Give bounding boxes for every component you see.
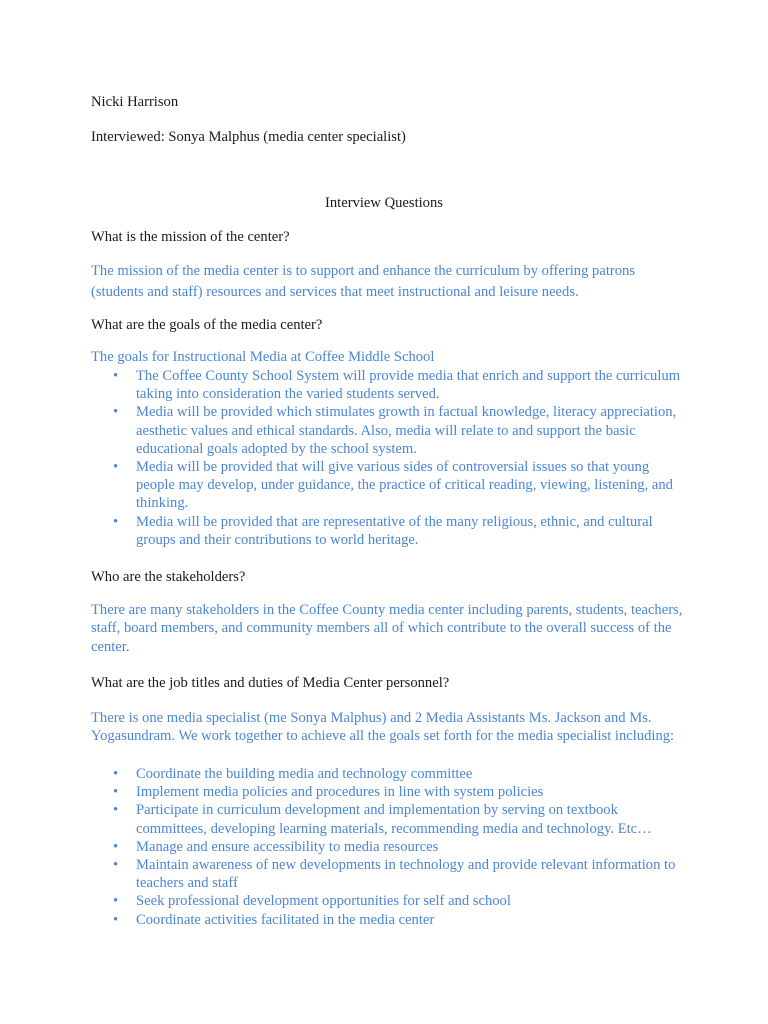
bullet-icon: • — [113, 368, 119, 384]
list-item — [91, 403, 691, 458]
goals-list — [91, 367, 691, 549]
bullet-icon: • — [113, 857, 119, 874]
list-item — [91, 513, 691, 549]
author-name: Nicki Harrison — [91, 94, 179, 110]
bullet-icon: • — [113, 766, 119, 782]
list-item — [91, 458, 691, 513]
list-item-text: Maintain awareness of new developments in technology and provide relevant information to teachers and staff — [136, 857, 676, 892]
goals-intro: The goals for Instructional Media at Coffee Middle School — [91, 349, 435, 365]
interviewee-line: Interviewed: Sonya Malphus (media center specialist) — [91, 129, 406, 145]
list-item — [91, 367, 691, 403]
list-item — [91, 911, 691, 929]
bullet-icon: • — [113, 893, 119, 910]
list-item-text: Coordinate the building media and technology committee — [136, 766, 473, 782]
bullet-icon: • — [113, 459, 119, 476]
question-goals: What are the goals of the media center? — [91, 317, 323, 333]
bullet-icon: • — [113, 911, 119, 928]
list-item-text: Participate in curriculum development and implementation by serving on textbook committees, developing learning materials, recommending media and technology. Etc… — [136, 802, 652, 837]
bullet-icon: • — [113, 838, 119, 855]
duties-list — [91, 765, 691, 929]
answer-stakeholders: There are many stakeholders in the Coffee County media center including parents, students, teachers, staff, board members, and community members all of which contribute to the overall success of the center. — [91, 602, 683, 655]
list-item — [91, 783, 691, 801]
list-item-text: Media will be provided that will give various sides of controversial issues so that young people may develop, under guidance, the practice of critical reading, viewing, listening, and thinking. — [136, 459, 673, 512]
list-item-text: Implement media policies and procedures in line with system policies — [136, 784, 544, 801]
bullet-icon: • — [113, 784, 119, 801]
list-item — [91, 765, 691, 783]
list-item — [91, 892, 691, 910]
question-stakeholders: Who are the stakeholders? — [91, 569, 246, 585]
question-mission: What is the mission of the center? — [91, 229, 290, 245]
list-item-text: Media will be provided that are representative of the many religious, ethnic, and cultural groups and their contributions to world heritage. — [136, 513, 653, 548]
answer-personnel: There is one media specialist (me Sonya Malphus) and 2 Media Assistants Ms. Jackson and Ms. Yogasundram. We work together to achieve all the goals set forth for the media specialist including: — [91, 710, 675, 745]
bullet-icon: • — [113, 404, 119, 421]
question-personnel: What are the job titles and duties of Media Center personnel? — [91, 675, 450, 691]
list-item-text: The Coffee County School System will provide media that enrich and support the curriculum taking into consideration the varied students served. — [136, 368, 681, 403]
answer-mission: The mission of the media center is to support and enhance the curriculum by offering patrons (students and staff) resources and services that meet instructional and leisure needs. — [91, 263, 636, 300]
list-item — [91, 801, 691, 837]
list-item — [91, 856, 691, 892]
list-item-text: Media will be provided which stimulates growth in factual knowledge, literacy appreciation, aesthetic values and ethical standards. Also, media will relate to and support the basic educational goals adopted by the school system. — [136, 404, 677, 457]
document-title: Interview Questions — [325, 195, 443, 211]
list-item-text: Seek professional development opportunities for self and school — [136, 893, 511, 910]
list-item-text: Manage and ensure accessibility to media resources — [136, 838, 439, 855]
list-item — [91, 838, 691, 856]
list-item-text: Coordinate activities facilitated in the media center — [136, 911, 435, 928]
bullet-icon: • — [113, 513, 119, 530]
bullet-icon: • — [113, 802, 119, 819]
